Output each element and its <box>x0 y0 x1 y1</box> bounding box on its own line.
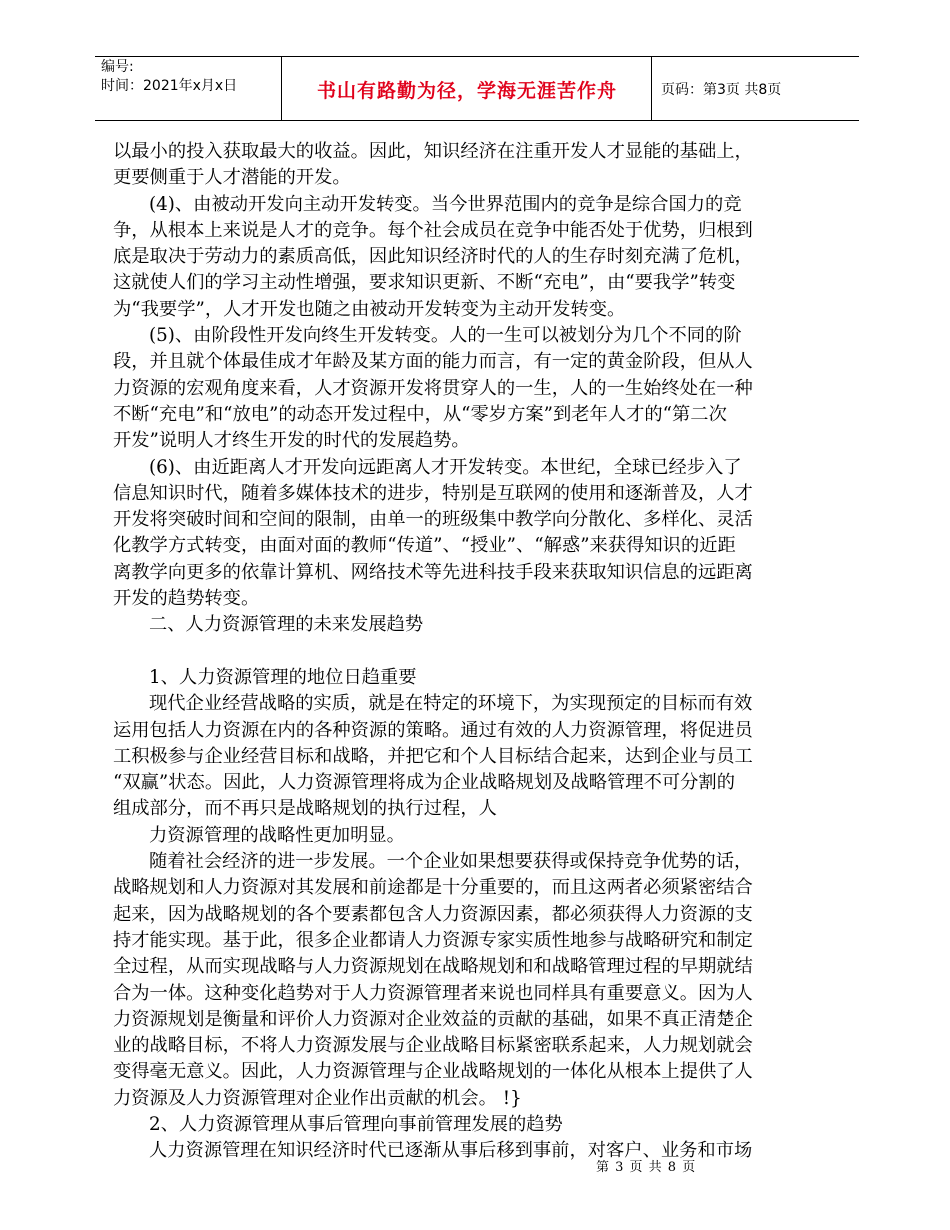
text-line: 段，并且就个体最佳成才年龄及某方面的能力而言，有一定的黄金阶段，但从人 <box>113 351 753 373</box>
text-line: 起来，因为战略规划的各个要素都包含人力资源因素，都必须获得人力资源的支 <box>113 903 753 925</box>
text-line: 力资源及人力资源管理对企业作出贡献的机会。 !} <box>113 1087 522 1109</box>
text-line: 工积极参与企业经营目标和战略，并把它和个人目标结合起来，达到企业与员工 <box>113 745 753 767</box>
header-meta <box>101 58 237 96</box>
text-line: 二、人力资源管理的未来发展趋势 <box>149 614 424 636</box>
text-line: 组成部分，而不再只是战略规划的执行过程，人 <box>113 798 497 820</box>
text-line: 更要侧重于人才潜能的开发。 <box>113 167 351 189</box>
text-line: 以最小的投入获取最大的收益。因此，知识经济在注重开发人才显能的基础上， <box>113 141 753 162</box>
page-header <box>95 56 859 121</box>
text-line: 不断“充电”和“放电”的动态开发过程中，从“零岁方案”到老年人才的“第二次 <box>113 403 727 425</box>
header-page-label: 页码：第3页 共8页 <box>661 82 782 98</box>
text-line: 争，从根本上来说是人才的竞争。每个社会成员在竞争中能否处于优势，归根到 <box>113 219 753 241</box>
text-line: (6)、由近距离人才开发向远距离人才开发转变。本世纪，全球已经步入了 <box>149 456 742 478</box>
header-divider-left <box>281 56 282 121</box>
text-line: 1、人力资源管理的地位日趋重要 <box>149 666 417 688</box>
text-line: 战略规划和人力资源对其发展和前途都是十分重要的，而且这两者必须紧密结合 <box>113 877 753 899</box>
header-time-label: 时间：2021年x月x日 <box>101 78 238 94</box>
text-line: 离教学向更多的依靠计算机、网络技术等先进科技手段来获取知识信息的远距离 <box>113 561 753 583</box>
text-line: 业的战略目标，不将人力资源发展与企业战略目标紧密联系起来，人力规划就会 <box>113 1035 753 1057</box>
text-line: 现代企业经营战略的实质，就是在特定的环境下，为实现预定的目标而有效 <box>149 693 753 715</box>
text-line: 随着社会经济的进一步发展。一个企业如果想要获得或保持竞争优势的话， <box>149 851 753 873</box>
text-line: 开发”说明人才终生开发的时代的发展趋势。 <box>113 430 470 452</box>
document-body <box>113 139 773 1165</box>
text-line: 力资源的宏观角度来看，人才资源开发将贯穿人的一生，人的一生始终处在一种 <box>113 377 753 399</box>
header-number-label: 编号: <box>101 59 134 75</box>
text-line: 化教学方式转变，由面对面的教师“传道”、“授业”、“解惑”来获得知识的近距 <box>113 535 736 557</box>
text-line: 2、人力资源管理从事后管理向事前管理发展的趋势 <box>149 1113 563 1135</box>
text-line: 为“我要学”，人才开发也随之由被动开发转变为主动开发转变。 <box>113 298 626 320</box>
text-line: (4)、由被动开发向主动开发转变。当今世界范围内的竞争是综合国力的竞 <box>149 193 742 215</box>
text-line: 开发的趋势转变。 <box>113 588 260 610</box>
text-line: 全过程，从而实现战略与人力资源规划在战略规划和和战略管理过程的早期就结 <box>113 956 753 978</box>
text-line: 这就使人们的学习主动性增强，要求知识更新、不断“充电”，由“要我学”转变 <box>113 272 736 294</box>
text-line: 合为一体。这种变化趋势对于人力资源管理者来说也同样具有重要意义。因为人 <box>113 982 753 1004</box>
text-line: “双赢”状态。因此，人力资源管理将成为企业战略规划及战略管理不可分割的 <box>113 772 735 794</box>
header-bottom-rule <box>95 120 859 121</box>
header-divider-right <box>651 56 652 121</box>
text-line: 变得毫无意义。因此，人力资源管理与企业战略规划的一体化从根本上提供了人 <box>113 1061 753 1083</box>
text-line: 底是取决于劳动力的素质高低，因此知识经济时代的人的生存时刻充满了危机， <box>113 246 753 268</box>
text-line: 持才能实现。基于此，很多企业都请人力资源专家实质性地参与战略研究和制定 <box>113 929 753 951</box>
header-top-rule <box>95 56 859 57</box>
text-line: 信息知识时代，随着多媒体技术的进步，特别是互联网的使用和逐渐普及，人才 <box>113 482 753 504</box>
text-line: 力资源管理的战略性更加明显。 <box>149 824 405 846</box>
text-line: 人力资源管理在知识经济时代已逐渐从事后移到事前，对客户、业务和市场 <box>149 1140 753 1162</box>
text-line: 运用包括人力资源在内的各种资源的策略。通过有效的人力资源管理，将促进员 <box>113 719 753 741</box>
text-line: (5)、由阶段性开发向终生开发转变。人的一生可以被划分为几个不同的阶 <box>149 325 742 347</box>
page-footer: 第 3 页 共 8 页 <box>596 1160 697 1175</box>
header-motto: 书山有路勤为径，学海无涯苦作舟 <box>316 80 617 102</box>
text-line: 力资源规划是衡量和评价人力资源对企业效益的贡献的基础，如果不真正清楚企 <box>113 1008 753 1030</box>
text-line <box>113 639 773 665</box>
text-line: 开发将突破时间和空间的限制，由单一的班级集中教学向分散化、多样化、灵活 <box>113 509 753 531</box>
